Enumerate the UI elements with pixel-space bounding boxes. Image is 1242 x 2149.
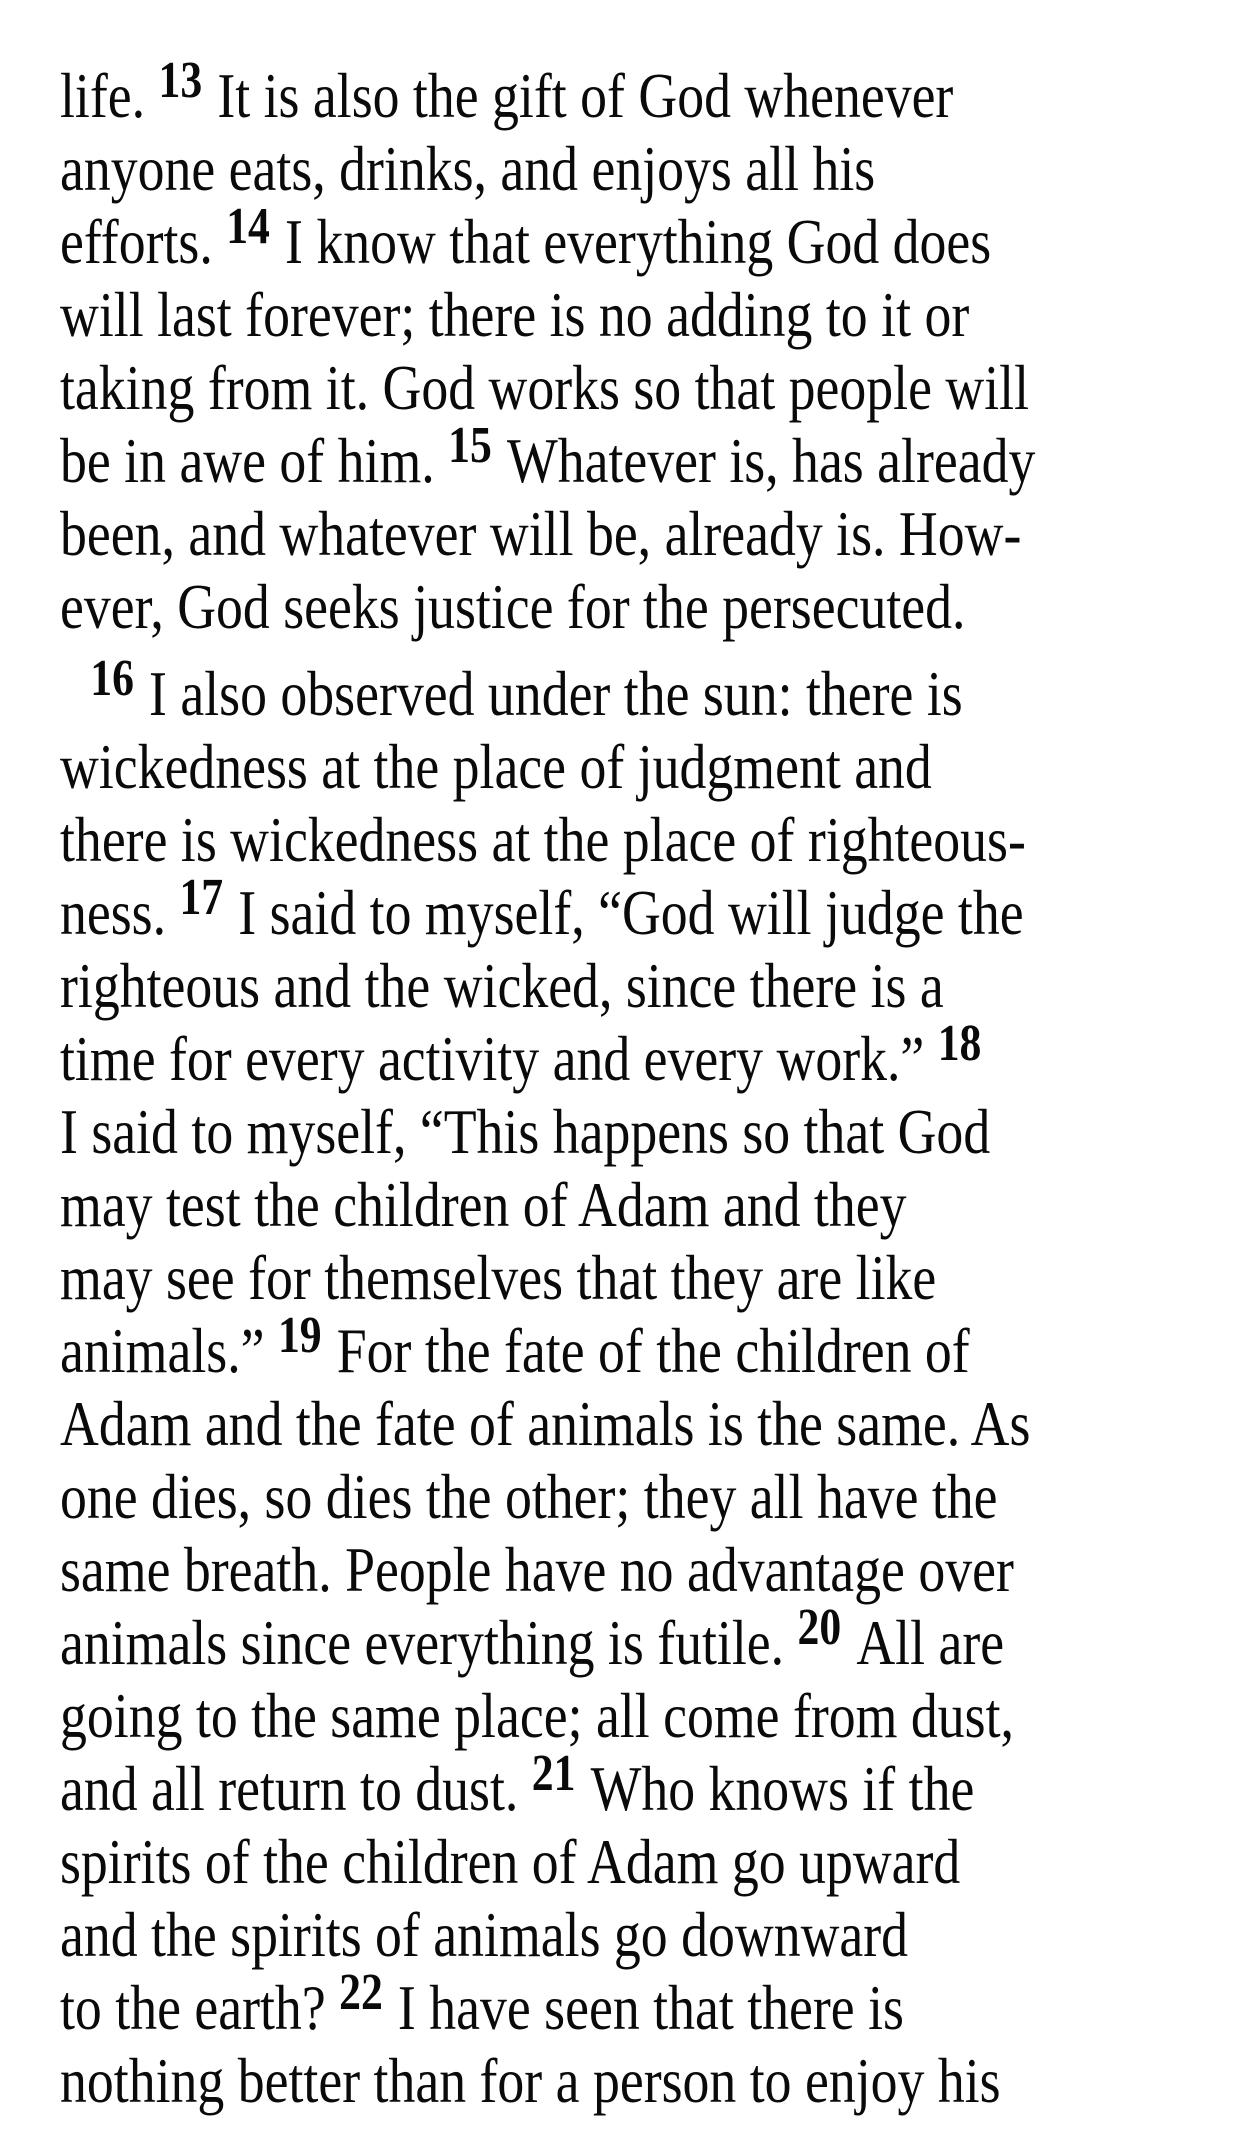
verse-text: Who knows if the bbox=[590, 1753, 975, 1824]
text-line[interactable] bbox=[60, 1599, 1053, 1679]
text-line[interactable] bbox=[60, 132, 1053, 205]
text-line[interactable] bbox=[60, 1460, 1053, 1533]
verse-text: nothing better than for a person to enjoy his bbox=[60, 2045, 1001, 2116]
text-line[interactable] bbox=[60, 650, 1053, 730]
verse-text: I said to myself, “This happens so that God bbox=[60, 1096, 991, 1167]
verse-text: wickedness at the place of judgment and bbox=[60, 731, 932, 802]
verse-text: going to the same place; all come from dust, bbox=[60, 1680, 1014, 1751]
verse-number: 22 bbox=[339, 1964, 383, 2021]
text-line[interactable] bbox=[60, 2044, 1053, 2117]
verse-text: I said to myself, “God will judge the bbox=[238, 877, 1024, 948]
verse-text: animals.” bbox=[60, 1315, 265, 1386]
text-line[interactable] bbox=[60, 1825, 1053, 1898]
verse-text: life. bbox=[60, 60, 146, 131]
verse-text: be in awe of him. bbox=[60, 425, 435, 496]
text-line[interactable] bbox=[60, 198, 1053, 278]
text-line[interactable] bbox=[60, 1533, 1053, 1606]
verse-text: I know that everything God does bbox=[285, 206, 992, 277]
verse-number: 18 bbox=[937, 1015, 982, 1072]
verse-text: For the fate of the children of bbox=[336, 1315, 970, 1386]
text-line[interactable] bbox=[60, 497, 1053, 570]
text-line[interactable] bbox=[60, 949, 1053, 1022]
verse-text: All are bbox=[856, 1607, 1005, 1678]
verse-number: 14 bbox=[226, 198, 270, 255]
text-line[interactable] bbox=[60, 1898, 1053, 1971]
verse-text: ness. bbox=[60, 877, 167, 948]
text-line[interactable] bbox=[60, 1679, 1053, 1752]
verse-number: 21 bbox=[531, 1745, 576, 1802]
verse-text: efforts. bbox=[60, 206, 213, 277]
text-line[interactable] bbox=[60, 803, 1053, 876]
verse-text: there is wickedness at the place of righteous- bbox=[60, 804, 1026, 875]
text-line[interactable] bbox=[60, 570, 1053, 643]
text-line[interactable] bbox=[60, 417, 1053, 497]
text-line[interactable] bbox=[60, 1964, 1053, 2044]
passage-text bbox=[60, 52, 1242, 2117]
text-line[interactable] bbox=[60, 52, 1053, 132]
verse-number: 19 bbox=[277, 1307, 322, 1364]
verse-text: time for every activity and every work.” bbox=[60, 1023, 925, 1094]
text-line[interactable] bbox=[60, 278, 1053, 351]
text-line[interactable] bbox=[60, 1745, 1053, 1825]
verse-text: animals since everything is futile. bbox=[60, 1607, 785, 1678]
verse-number: 13 bbox=[158, 52, 203, 109]
verse-number: 17 bbox=[179, 869, 224, 926]
verse-number: 20 bbox=[797, 1599, 842, 1656]
verse-text: ever, God seeks justice for the persecuted. bbox=[60, 571, 966, 642]
text-line[interactable] bbox=[60, 1095, 1053, 1168]
verse-text: I also observed under the sun: there is bbox=[149, 658, 963, 729]
text-line[interactable] bbox=[60, 1015, 1053, 1095]
verse-text: one dies, so dies the other; they all have the bbox=[60, 1461, 998, 1532]
verse-text: may test the children of Adam and they bbox=[60, 1169, 907, 1240]
text-line[interactable] bbox=[60, 1168, 1053, 1241]
verse-number: 16 bbox=[90, 650, 134, 707]
verse-text: anyone eats, drinks, and enjoys all his bbox=[60, 133, 876, 204]
verse-text: Whatever is, has already bbox=[506, 425, 1036, 496]
verse-text: been, and whatever will be, already is. How- bbox=[60, 498, 1022, 569]
verse-number: 15 bbox=[448, 417, 492, 474]
verse-text: righteous and the wicked, since there is a bbox=[60, 950, 944, 1021]
verse-text: spirits of the children of Adam go upward bbox=[60, 1826, 961, 1897]
text-line[interactable] bbox=[60, 730, 1053, 803]
text-line[interactable] bbox=[60, 1307, 1053, 1387]
verse-text: taking from it. God works so that people will bbox=[60, 352, 1030, 423]
verse-text: to the earth? bbox=[60, 1972, 326, 2043]
verse-text: It is also the gift of God whenever bbox=[217, 60, 954, 131]
verse-text: Adam and the fate of animals is the same. As bbox=[60, 1388, 1031, 1459]
text-line[interactable] bbox=[60, 1387, 1053, 1460]
text-line[interactable] bbox=[60, 1241, 1053, 1314]
text-line[interactable] bbox=[60, 351, 1053, 424]
verse-text: may see for themselves that they are like bbox=[60, 1242, 937, 1313]
verse-text: will last forever; there is no adding to it or bbox=[60, 279, 970, 350]
text-line[interactable] bbox=[60, 869, 1053, 949]
verse-text: and all return to dust. bbox=[60, 1753, 519, 1824]
verse-text: and the spirits of animals go downward bbox=[60, 1899, 909, 1970]
verse-text: same breath. People have no advantage over bbox=[60, 1534, 1014, 1605]
verse-text: I have seen that there is bbox=[397, 1972, 904, 2043]
